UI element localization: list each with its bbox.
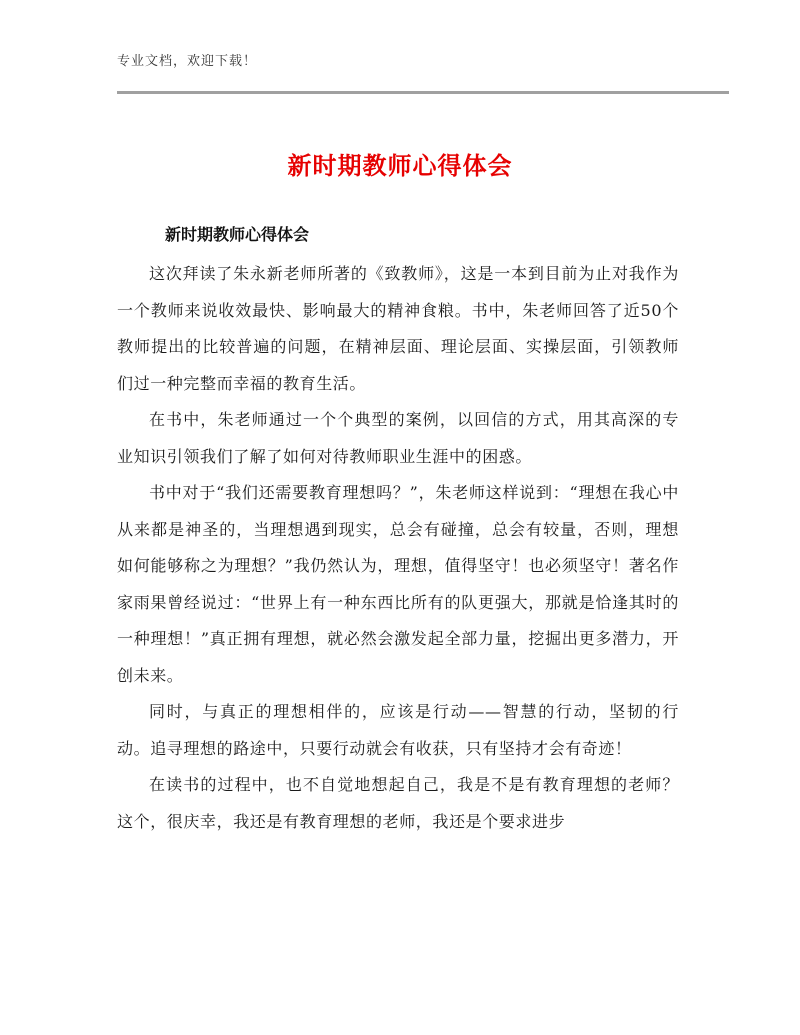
paragraph: 在书中，朱老师通过一个个典型的案例，以回信的方式，用其高深的专业知识引领我们了解了如何对待教师职业生涯中的困惑。 <box>117 410 679 466</box>
header-divider <box>117 91 729 94</box>
paragraph: 同时，与真正的理想相伴的，应该是行动——智慧的行动，坚韧的行动。追寻理想的路途中，只要行动就会有收获，只有坚持才会有奇迹！ <box>117 702 679 758</box>
paragraph: 书中对于“我们还需要教育理想吗？”，朱老师这样说到：“理想在我心中从来都是神圣的，当理想遇到现实，总会有碰撞，总会有较量，否则，理想如何能够称之为理想？”我仍然认为，理想，值得坚守！也必须坚守！著名作家雨果曾经说过：“世界上有一种东西比所有的队更强大，那就是恰逢其时的一种理想！”真正拥有理想，就必然会激发起全部力量，挖掘出更多潜力，开创未来。 <box>117 483 679 685</box>
document-subtitle: 新时期教师心得体会 <box>165 225 310 244</box>
header-note: 专业文档，欢迎下载！ <box>117 54 258 69</box>
paragraph: 在读书的过程中，也不自觉地想起自己，我是不是有教育理想的老师？这个，很庆幸，我还是有教育理想的老师，我还是个要求进步 <box>117 775 679 831</box>
paragraph: 这次拜读了朱永新老师所著的《致教师》，这是一本到目前为止对我作为一个教师来说收效最快、影响最大的精神食粮。书中，朱老师回答了近50个教师提出的比较普遍的问题，在精神层面、理论层面、实操层面，引领教师们过一种完整而幸福的教育生活。 <box>117 264 679 393</box>
document-body <box>117 256 679 840</box>
document-title: 新时期教师心得体会 <box>287 152 513 180</box>
